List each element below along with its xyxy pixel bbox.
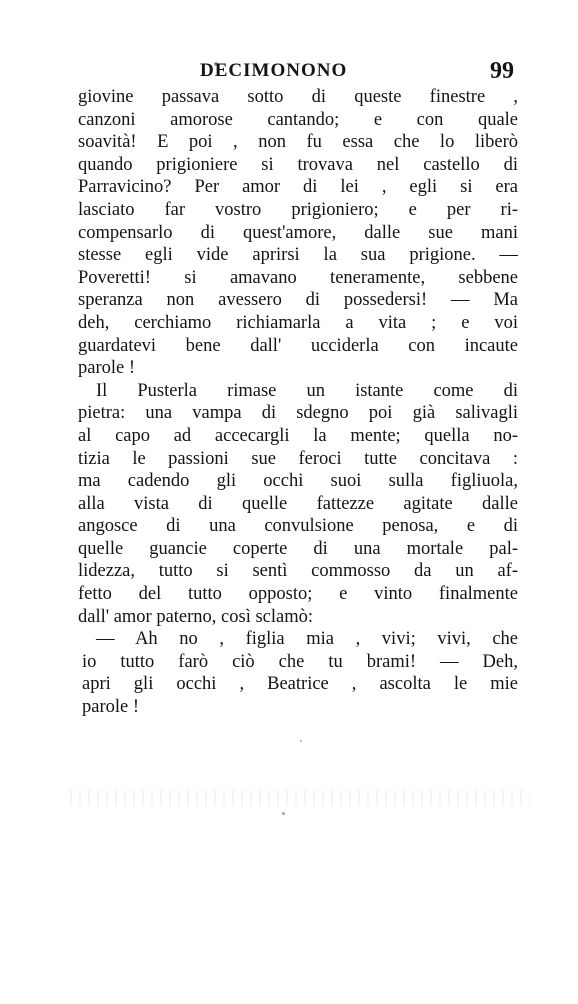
- page-header: [78, 58, 518, 88]
- text-line: soavità! E poi , non fu essa che lo liberò: [78, 132, 518, 153]
- text-line: io tutto farò ciò che tu brami! — Deh,: [82, 651, 518, 672]
- text-line: guardatevi bene dall' ucciderla con incaute: [78, 335, 518, 356]
- body-text: [78, 86, 518, 719]
- text-line: alla vista di quelle fattezze agitate dalle: [78, 493, 518, 514]
- text-line: tizia le passioni sue feroci tutte concitava :: [78, 448, 518, 469]
- text-line: quelle guancie coperte di una mortale pal-: [78, 538, 518, 559]
- text-line: lasciato far vostro prigioniero; e per ri-: [78, 199, 518, 220]
- running-head: DECIMONONO: [200, 60, 348, 81]
- text-line: ma cadendo gli occhi suoi sulla figliuola,: [78, 471, 518, 492]
- paper-speck: [300, 740, 302, 742]
- text-line: speranza non avessero di possedersi! — Ma: [78, 290, 518, 311]
- text-line: canzoni amorose cantando; e con quale: [78, 109, 518, 130]
- text-line: stesse egli vide aprirsi la sua prigione. —: [78, 245, 518, 266]
- text-line: fetto del tutto opposto; e vinto finalmente: [78, 584, 518, 605]
- show-through-ink: [70, 790, 530, 806]
- text-line: — Ah no , figlia mia , vivi; vivi, che: [96, 629, 518, 650]
- text-line: pietra: una vampa di sdegno poi già salivagli: [78, 403, 518, 424]
- text-line: giovine passava sotto di queste finestre ,: [78, 87, 518, 107]
- text-line: parole !: [82, 697, 140, 718]
- text-line: parole !: [78, 358, 136, 379]
- text-line: Poveretti! si amavano teneramente, sebbene: [78, 267, 518, 288]
- text-line: deh, cerchiamo richiamarla a vita ; e voi: [78, 312, 518, 333]
- text-line: al capo ad accecargli la mente; quella no-: [78, 425, 518, 446]
- text-line: Il Pusterla rimase un istante come di: [96, 380, 518, 401]
- paper-speck: [282, 812, 285, 815]
- text-line: lidezza, tutto si sentì commosso da un af-: [78, 561, 518, 582]
- text-line: angosce di una convulsione penosa, e di: [78, 516, 518, 537]
- text-line: quando prigioniere si trovava nel castello di: [78, 154, 518, 175]
- page-number: 99: [490, 58, 514, 84]
- text-line: dall' amor paterno, così sclamò:: [78, 606, 314, 627]
- text-line: apri gli occhi , Beatrice , ascolta le mie: [82, 674, 518, 695]
- text-line: Parravicino? Per amor di lei , egli si era: [78, 177, 518, 198]
- text-line: compensarlo di quest'amore, dalle sue mani: [78, 222, 518, 243]
- paper-speck: [214, 62, 218, 66]
